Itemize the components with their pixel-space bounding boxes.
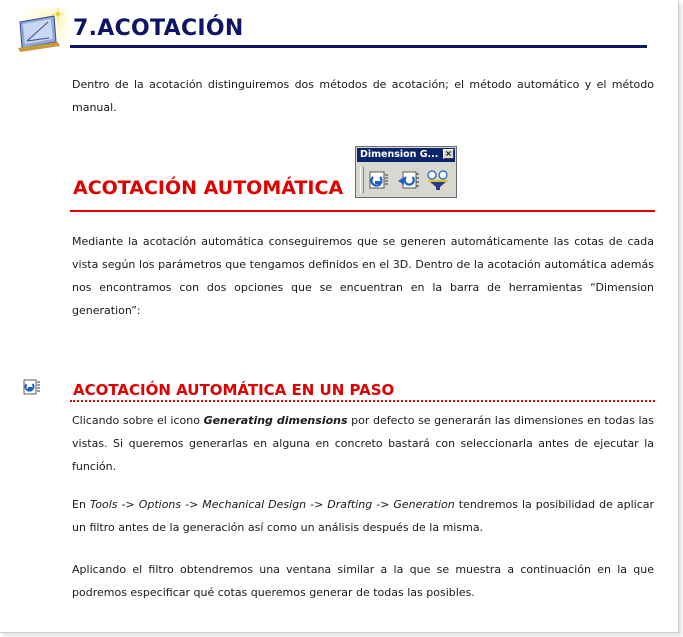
toolbar-close-button[interactable]: × (443, 149, 454, 159)
one-step-heading: ACOTACIÓN AUTOMÁTICA EN UN PASO (73, 381, 395, 399)
drafting-board-icon (14, 8, 68, 52)
one-step-paragraph-2 (72, 493, 654, 539)
step-by-step-generation-icon[interactable] (398, 169, 420, 191)
dimension-generation-toolbar (355, 146, 457, 198)
p2-before: En (72, 498, 90, 511)
one-step-paragraph-3: Aplicando el filtro obtendremos una ventana similar a la que se muestra a continuación en la que podremos especificar qué cotas queremos generar de todas las posibles. (72, 563, 654, 599)
dimension-filter-icon[interactable] (426, 169, 448, 191)
toolbar-grip (360, 167, 364, 193)
section-title-rule (70, 45, 647, 48)
generating-dimensions-icon (23, 378, 41, 396)
auto-dimensioning-heading: ACOTACIÓN AUTOMÁTICA (73, 177, 344, 199)
one-step-rule (70, 400, 655, 402)
one-step-paragraph-1 (72, 409, 654, 478)
p2-after: tendremos la posibilidad de aplicar un filtro antes de la generación así como un análisis después de la misma. (72, 498, 655, 534)
p1-before: Clicando sobre el icono (72, 414, 204, 427)
intro-paragraph: Dentro de la acotación distinguiremos dos métodos de acotación; el método automático y el método manual. (72, 78, 654, 114)
generating-dimensions-icon[interactable] (368, 169, 390, 191)
auto-dimensioning-rule (70, 210, 655, 212)
options-menu-path: Tools -> Options -> Mechanical Design -> Drafting -> Generation (89, 498, 455, 511)
auto-dimensioning-paragraph: Mediante la acotación automática conseguiremos que se generen automáticamente las cotas de cada vista según los parámetros que tengamos definidos en el 3D. Dentro de la acotación automática además nos encontramos con dos opciones que se encuentran en la barra de herramientas “Dimension generation”: (72, 235, 654, 317)
generating-dimensions-term: Generating dimensions (203, 414, 348, 427)
section-title: 7.ACOTACIÓN (73, 16, 244, 41)
p1-after: por defecto se generarán las dimensiones en todas las vistas. Si queremos generarlas en alguna en concreto bastará con seleccionarla antes de ejecutar la función. (72, 414, 654, 473)
toolbar-title: Dimension G... (357, 148, 455, 162)
